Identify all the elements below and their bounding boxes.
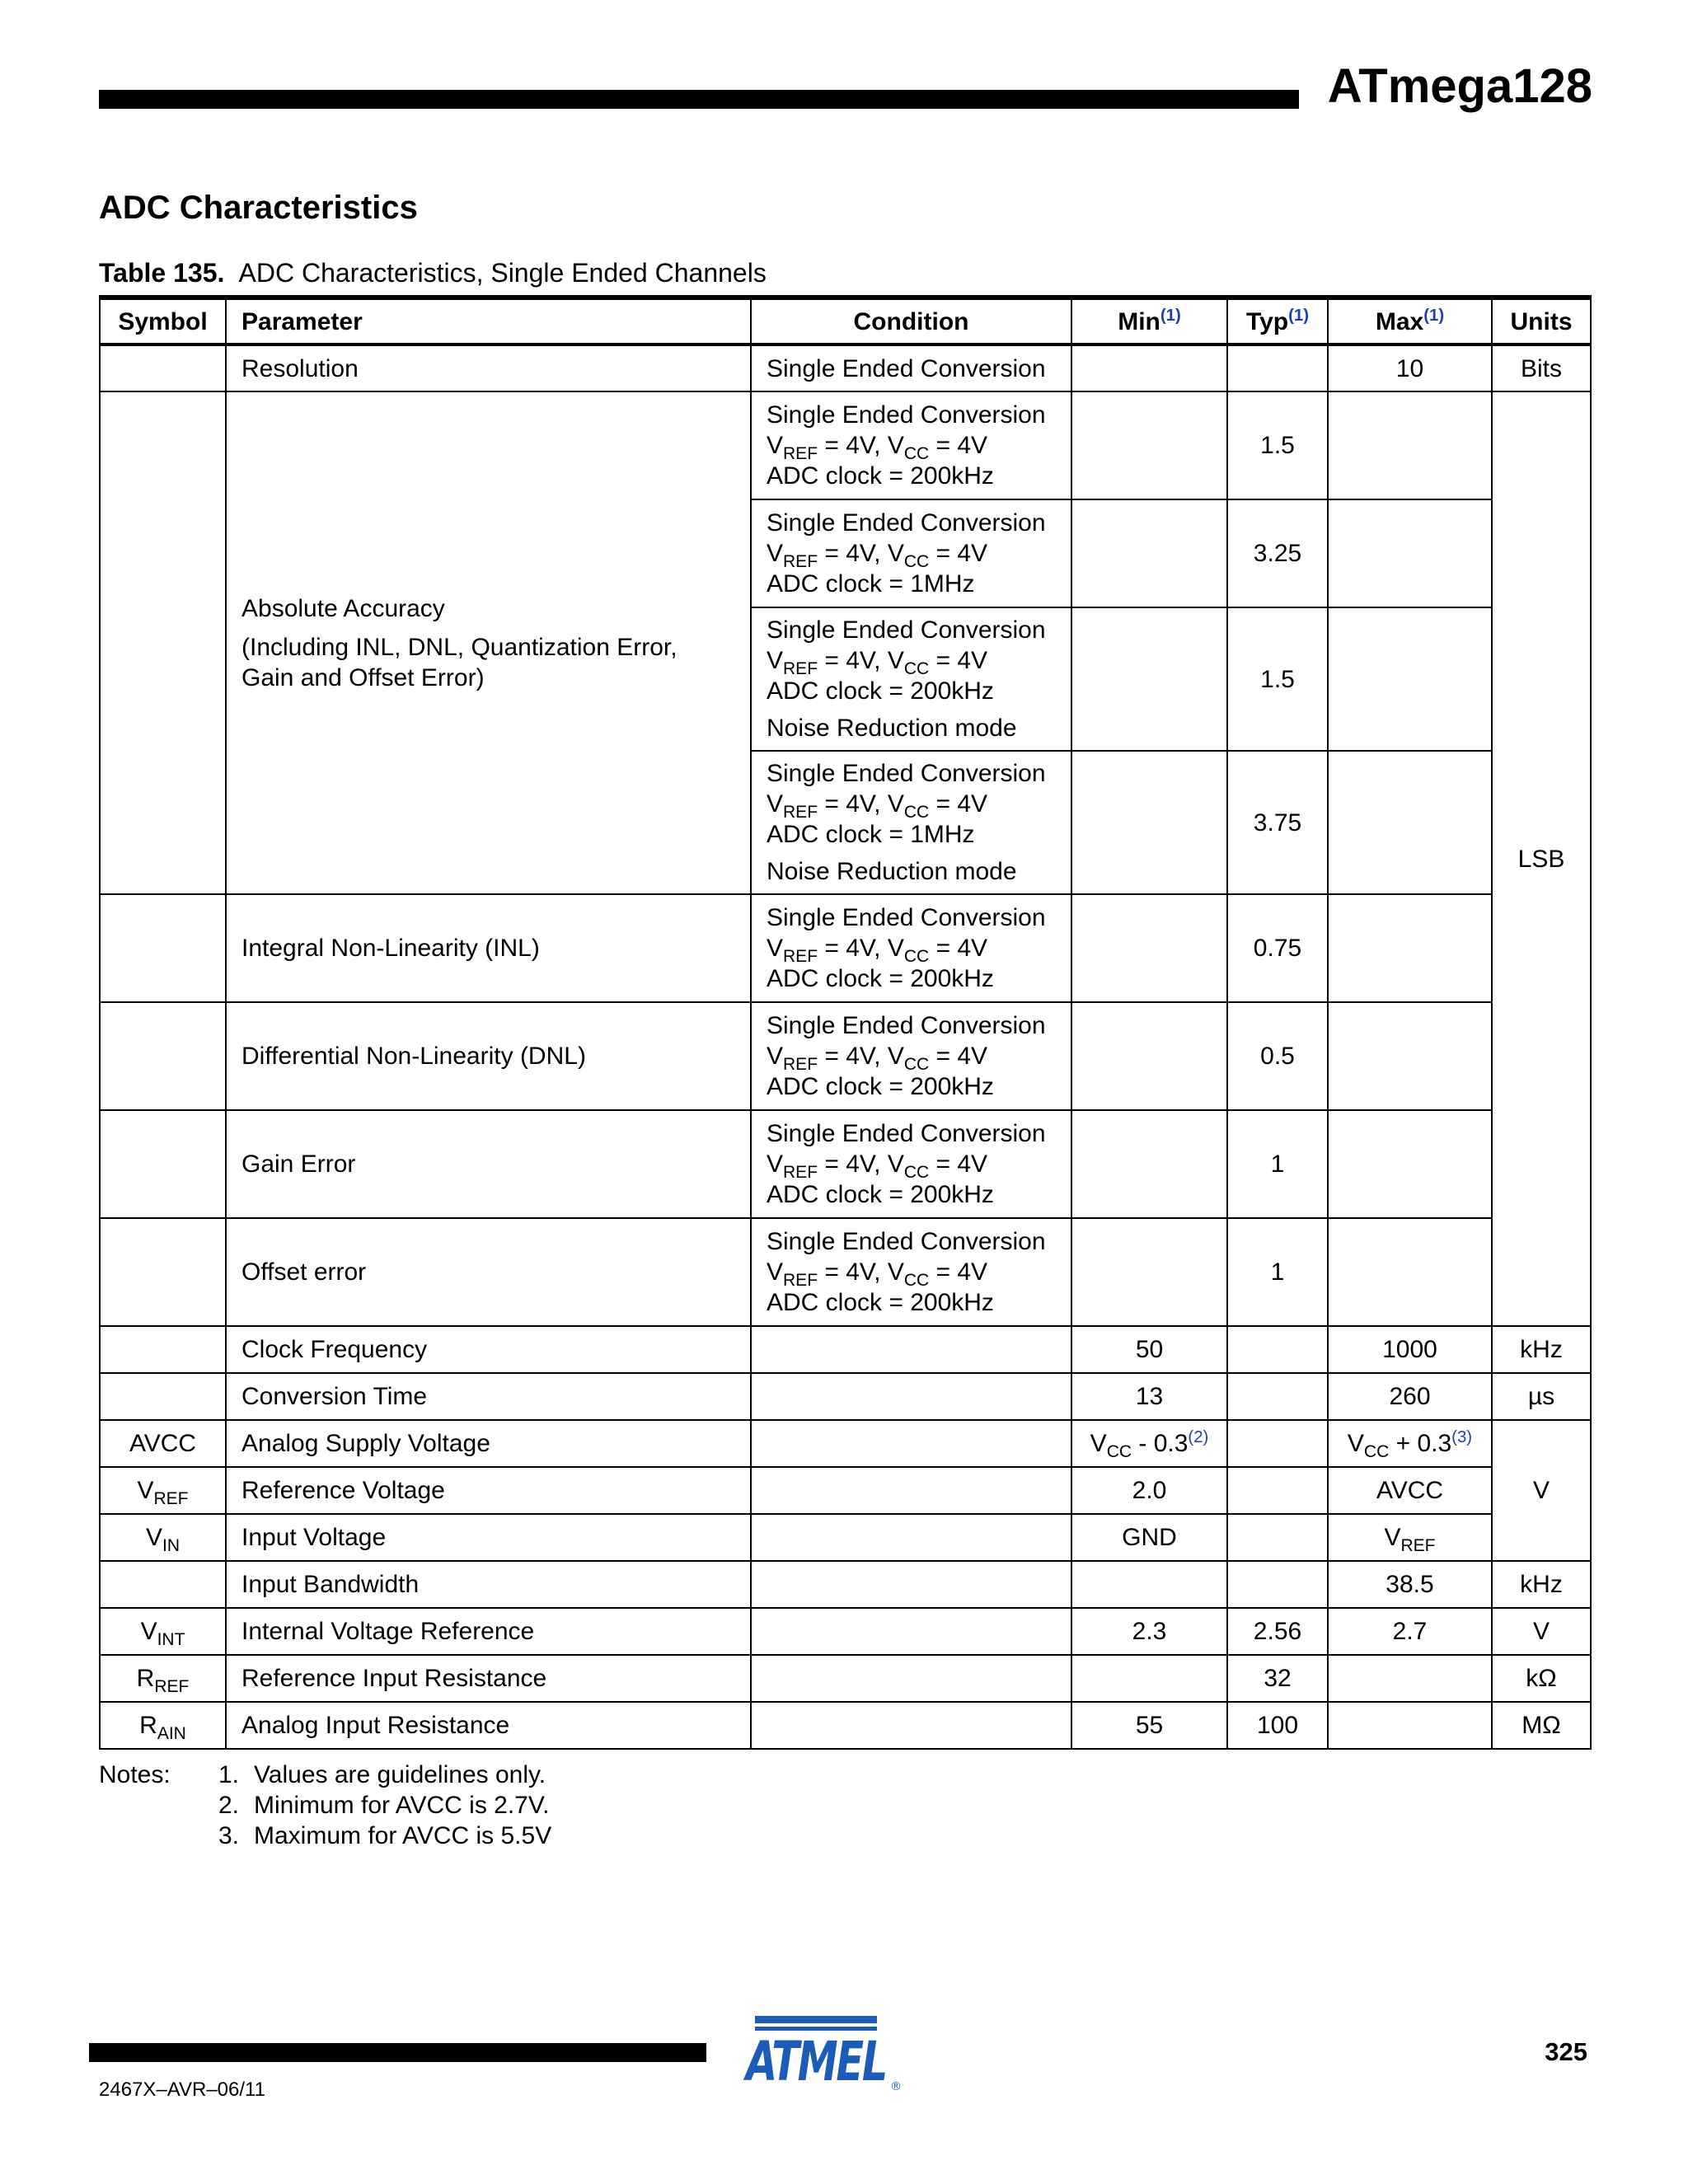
typ-cell: 2.56: [1227, 1608, 1328, 1655]
condition-voltage: $V_{REF} = 4V$, $V_{CC} = 4V$: [767, 1043, 988, 1074]
typ-cell: 1: [1227, 1218, 1328, 1326]
table-caption-label: Table 135.: [99, 258, 225, 288]
table-row: [100, 391, 1591, 499]
symbol-cell: [100, 1002, 226, 1110]
min-cell: 2.3: [1071, 1608, 1227, 1655]
note-item: 2. Minimum for AVCC is 2.7V.: [218, 1792, 550, 1819]
col-header-max: [1328, 298, 1492, 344]
units-cell: kΩ: [1492, 1655, 1591, 1702]
typ-cell: 0.75: [1227, 894, 1328, 1002]
units-cell: V: [1492, 1420, 1591, 1561]
condition-clock: ADC clock = 200kHz: [767, 1181, 994, 1208]
condition-clock: ADC clock = 200kHz: [767, 462, 994, 490]
typ-label: Typ: [1245, 307, 1289, 335]
min-cell: [1071, 344, 1227, 391]
page-number: 325: [1545, 2037, 1587, 2066]
typ-footnote-ref[interactable]: (1): [1288, 306, 1310, 325]
symbol-cell: [100, 1373, 226, 1420]
min-cell: [1071, 1110, 1227, 1218]
min-cell: 50: [1071, 1326, 1227, 1373]
condition-clock: ADC clock = 1MHz: [767, 570, 975, 598]
typ-cell: 100: [1227, 1702, 1328, 1749]
condition-mode: Noise Reduction mode: [767, 715, 1017, 742]
condition-cell: [751, 1608, 1071, 1655]
table-caption: [99, 258, 767, 288]
typ-cell: 1: [1227, 1110, 1328, 1218]
adc-characteristics-table: [99, 295, 1592, 1750]
min-cell: 13: [1071, 1373, 1227, 1420]
condition-cell: [751, 1655, 1071, 1702]
typ-cell: 32: [1227, 1655, 1328, 1702]
condition-clock: ADC clock = 1MHz: [767, 821, 975, 848]
condition-voltage: $V_{REF} = 4V$, $V_{CC} = 4V$: [767, 1258, 988, 1290]
max-cell: [1328, 1002, 1492, 1110]
condition-line: Single Ended Conversion: [767, 509, 1046, 537]
parameter-cell: Clock Frequency: [226, 1326, 751, 1373]
typ-cell: [1227, 1373, 1328, 1420]
condition-line: Single Ended Conversion: [767, 401, 1046, 429]
notes-label: Notes:: [99, 1761, 171, 1788]
max-cell: [1328, 894, 1492, 1002]
typ-cell: 1.5: [1227, 607, 1328, 751]
condition-cell: [751, 499, 1071, 607]
condition-cell: [751, 607, 1071, 751]
min-cell: [1071, 499, 1227, 607]
min-cell: [1071, 1655, 1227, 1702]
parameter-cell: Analog Supply Voltage: [226, 1420, 751, 1467]
min-cell: 55: [1071, 1702, 1227, 1749]
footer-rule: [89, 2043, 706, 2062]
condition-clock: ADC clock = 200kHz: [767, 965, 994, 992]
typ-cell: [1227, 344, 1328, 391]
condition-cell: [751, 894, 1071, 1002]
typ-cell: 3.25: [1227, 499, 1328, 607]
svg-text:ATMEL: ATMEL: [743, 2030, 886, 2093]
col-header-parameter: Parameter: [226, 298, 751, 344]
symbol-cell: $V_{REF}$: [100, 1467, 226, 1514]
table-row: [100, 894, 1591, 1002]
typ-cell: 3.75: [1227, 751, 1328, 894]
typ-cell: [1227, 1467, 1328, 1514]
note-item: 1. Values are guidelines only.: [218, 1761, 546, 1788]
condition-cell: Single Ended Conversion: [751, 344, 1071, 391]
note-item: 3. Maximum for AVCC is 5.5V: [218, 1822, 552, 1849]
table-header-row: [100, 298, 1591, 344]
min-footnote-ref[interactable]: (1): [1160, 306, 1181, 325]
units-cell: kHz: [1492, 1561, 1591, 1608]
max-cell: [1328, 1110, 1492, 1218]
col-header-min: [1071, 298, 1227, 344]
condition-cell: [751, 391, 1071, 499]
min-cell: [1071, 1561, 1227, 1608]
table-row: [100, 1702, 1591, 1749]
min-cell: GND: [1071, 1514, 1227, 1561]
min-cell: [1071, 751, 1227, 894]
parameter-cell: Reference Voltage: [226, 1467, 751, 1514]
header-rule: [99, 90, 1299, 109]
max-cell: [1328, 499, 1492, 607]
table-row: [100, 1420, 1591, 1467]
condition-voltage: $V_{REF} = 4V$, $V_{CC} = 4V$: [767, 647, 988, 678]
symbol-cell: $V_{INT}$: [100, 1608, 226, 1655]
table-row: [100, 1561, 1591, 1608]
document-title: ATmega128: [1327, 59, 1592, 113]
min-label: Min: [1118, 307, 1160, 335]
min-cell: [1071, 1218, 1227, 1326]
table-row: [100, 1655, 1591, 1702]
condition-line: Single Ended Conversion: [767, 904, 1046, 931]
col-header-symbol: Symbol: [100, 298, 226, 344]
symbol-cell: $V_{IN}$: [100, 1514, 226, 1561]
max-cell: $V_{REF}$: [1328, 1514, 1492, 1561]
max-label: Max: [1375, 307, 1424, 335]
typ-cell: [1227, 1561, 1328, 1608]
max-footnote-ref[interactable]: (1): [1423, 306, 1445, 325]
col-header-condition: Condition: [751, 298, 1071, 344]
table-row: [100, 1002, 1591, 1110]
max-cell: [1328, 1702, 1492, 1749]
parameter-cell: Input Voltage: [226, 1514, 751, 1561]
min-cell: 2.0: [1071, 1467, 1227, 1514]
col-header-typ: [1227, 298, 1328, 344]
parameter-cell: Input Bandwidth: [226, 1561, 751, 1608]
min-cell: [1071, 894, 1227, 1002]
symbol-cell: [100, 344, 226, 391]
condition-cell: [751, 1373, 1071, 1420]
condition-line: Single Ended Conversion: [767, 1012, 1046, 1039]
condition-clock: ADC clock = 200kHz: [767, 1289, 994, 1316]
condition-cell: [751, 751, 1071, 894]
symbol-cell: [100, 1218, 226, 1326]
footnote-ref-3[interactable]: (3): [1451, 1428, 1473, 1446]
max-cell: 38.5: [1328, 1561, 1492, 1608]
svg-text:®: ®: [890, 2080, 902, 2093]
min-cell: [1071, 391, 1227, 499]
symbol-cell: $R_{AIN}$: [100, 1702, 226, 1749]
max-cell: 2.7: [1328, 1608, 1492, 1655]
typ-cell: 1.5: [1227, 391, 1328, 499]
symbol-cell: [100, 1110, 226, 1218]
units-cell: LSB: [1492, 391, 1591, 1326]
max-cell: 260: [1328, 1373, 1492, 1420]
parameter-cell: Differential Non-Linearity (DNL): [226, 1002, 751, 1110]
parameter-cell: Internal Voltage Reference: [226, 1608, 751, 1655]
max-cell: 1000: [1328, 1326, 1492, 1373]
condition-voltage: $V_{REF} = 4V$, $V_{CC} = 4V$: [767, 1151, 988, 1182]
max-cell: [1328, 607, 1492, 751]
parameter-cell: Integral Non-Linearity (INL): [226, 894, 751, 1002]
max-cell: [1328, 1655, 1492, 1702]
units-cell: MΩ: [1492, 1702, 1591, 1749]
max-cell: 10: [1328, 344, 1492, 391]
condition-clock: ADC clock = 200kHz: [767, 1073, 994, 1100]
condition-voltage: $V_{REF} = 4V$, $V_{CC} = 4V$: [767, 790, 988, 822]
condition-line: Single Ended Conversion: [767, 616, 1046, 644]
max-cell: [1328, 391, 1492, 499]
condition-cell: [751, 1561, 1071, 1608]
parameter-detail: (Including INL, DNL, Quantization Error, Gain and Offset Error): [241, 633, 678, 691]
units-cell: Bits: [1492, 344, 1591, 391]
atmel-logo-icon: [725, 2011, 907, 2093]
condition-voltage: $V_{REF} = 4V$, $V_{CC} = 4V$: [767, 935, 988, 966]
symbol-cell: [100, 894, 226, 1002]
condition-line: Single Ended Conversion: [767, 1228, 1046, 1255]
parameter-name: Absolute Accuracy: [241, 594, 445, 622]
condition-cell: [751, 1467, 1071, 1514]
symbol-cell: AVCC: [100, 1420, 226, 1467]
min-cell: [1071, 607, 1227, 751]
typ-cell: [1227, 1514, 1328, 1561]
condition-cell: [751, 1702, 1071, 1749]
table-caption-text: ADC Characteristics, Single Ended Channels: [238, 258, 767, 288]
table-row: [100, 1218, 1591, 1326]
parameter-cell: Offset error: [226, 1218, 751, 1326]
table-row: [100, 1514, 1591, 1561]
condition-cell: [751, 1326, 1071, 1373]
symbol-cell: [100, 1561, 226, 1608]
max-cell: [1328, 751, 1492, 894]
symbol-cell: [100, 1326, 226, 1373]
min-cell: [1071, 1002, 1227, 1110]
symbol-cell: [100, 391, 226, 894]
table-row: [100, 1110, 1591, 1218]
condition-cell: [751, 1002, 1071, 1110]
parameter-cell: Reference Input Resistance: [226, 1655, 751, 1702]
section-heading: ADC Characteristics: [99, 190, 418, 226]
condition-line: Single Ended Conversion: [767, 760, 1046, 787]
table-row: [100, 1326, 1591, 1373]
condition-mode: Noise Reduction mode: [767, 858, 1017, 885]
typ-cell: [1227, 1326, 1328, 1373]
units-cell: kHz: [1492, 1326, 1591, 1373]
units-cell: µs: [1492, 1373, 1591, 1420]
table-row: [100, 1608, 1591, 1655]
table-row: [100, 1373, 1591, 1420]
typ-cell: 0.5: [1227, 1002, 1328, 1110]
parameter-cell: [226, 391, 751, 894]
table-row: [100, 1467, 1591, 1514]
condition-cell: [751, 1514, 1071, 1561]
parameter-cell: Resolution: [226, 344, 751, 391]
symbol-cell: $R_{REF}$: [100, 1655, 226, 1702]
footnote-ref-2[interactable]: (2): [1188, 1428, 1209, 1446]
condition-voltage: $V_{REF} = 4V$, $V_{CC} = 4V$: [767, 540, 988, 571]
max-cell: $V_{CC} + 0.3^{(3)}$: [1328, 1420, 1492, 1467]
condition-line: Single Ended Conversion: [767, 1120, 1046, 1147]
min-cell: $V_{CC} - 0.3^{(2)}$: [1071, 1420, 1227, 1467]
max-cell: AVCC: [1328, 1467, 1492, 1514]
condition-cell: [751, 1420, 1071, 1467]
condition-cell: [751, 1110, 1071, 1218]
parameter-cell: Gain Error: [226, 1110, 751, 1218]
max-cell: [1328, 1218, 1492, 1326]
condition-voltage: $V_{REF} = 4V$, $V_{CC} = 4V$: [767, 432, 988, 463]
table-row: [100, 344, 1591, 391]
condition-cell: [751, 1218, 1071, 1326]
parameter-cell: Conversion Time: [226, 1373, 751, 1420]
units-cell: V: [1492, 1608, 1591, 1655]
document-code: 2467X–AVR–06/11: [99, 2079, 265, 2101]
typ-cell: [1227, 1420, 1328, 1467]
col-header-units: Units: [1492, 298, 1591, 344]
condition-clock: ADC clock = 200kHz: [767, 677, 994, 705]
parameter-cell: Analog Input Resistance: [226, 1702, 751, 1749]
